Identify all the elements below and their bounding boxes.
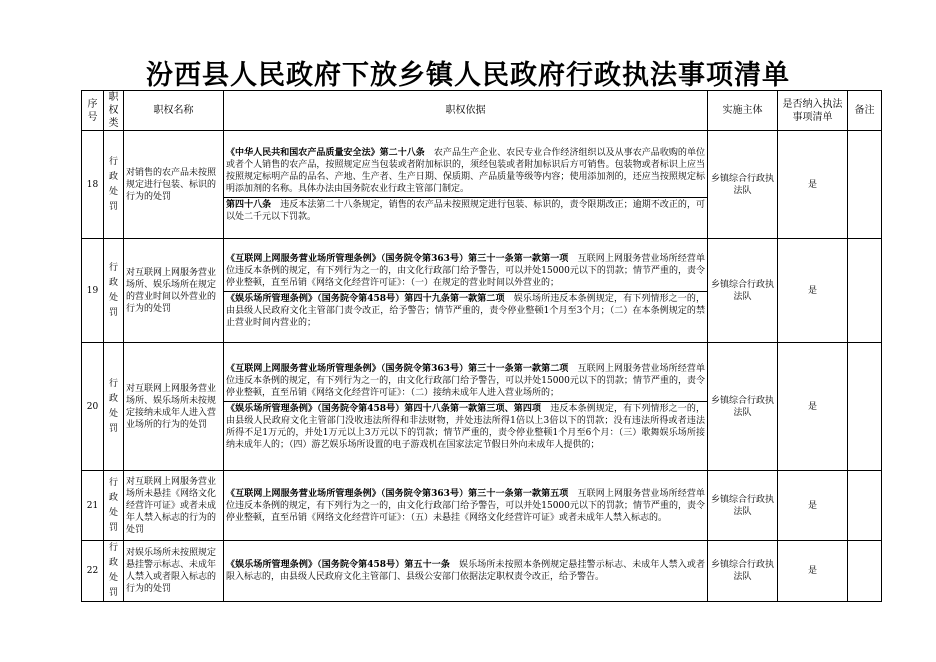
enforcement-table (81, 90, 882, 602)
row-category-text: 行政处罚 (108, 543, 118, 598)
row-category-text: 行政处罚 (108, 477, 118, 533)
row-number: 19 (82, 239, 104, 343)
row-included: 是 (778, 239, 848, 343)
row-legal-basis (224, 343, 708, 471)
row-remarks (848, 343, 882, 471)
row-number: 21 (82, 471, 104, 541)
table-row (82, 343, 882, 471)
row-category (104, 541, 124, 602)
row-category-text: 行政处罚 (108, 156, 118, 212)
basis-clause-text: 违反本法第二十八条规定，销售的农产品未按照规定进行包装、标识的，责令限期改正；逾期不改正的，可以处二千元以下罚款。 (226, 199, 705, 222)
table-header-row (82, 91, 882, 131)
row-power-name: 对互联网上网服务营业场所未悬挂《网络文化经营许可证》或者未成年人禁入标志的行为的处罚 (124, 471, 224, 541)
page-title: 汾西县人民政府下放乡镇人民政府行政执法事项清单 (146, 60, 790, 91)
row-legal-basis (224, 131, 708, 239)
table-row (82, 471, 882, 541)
header-name: 职权名称 (124, 91, 224, 131)
header-executor: 实施主体 (708, 91, 778, 131)
header-num: 序号 (82, 91, 104, 131)
row-included: 是 (778, 541, 848, 602)
basis-clause (226, 488, 705, 524)
row-legal-basis (224, 471, 708, 541)
row-executor: 乡镇综合行政执法队 (708, 541, 778, 602)
row-category (104, 471, 124, 541)
basis-clause-title: 《娱乐场所管理条例》（国务院令第458号）第四十九条第一款第二项 (226, 293, 505, 304)
row-category (104, 131, 124, 239)
basis-clause-title: 《娱乐场所管理条例》（国务院令第458号）第四十八条第一款第三项、第四项 (226, 403, 542, 414)
row-remarks (848, 131, 882, 239)
basis-clause (224, 197, 707, 223)
basis-clause-title: 《互联网上网服务营业场所管理条例》（国务院令第363号）第三十一条第一款第一项 (226, 253, 569, 264)
basis-clause-title: 《互联网上网服务营业场所管理条例》（国务院令第363号）第三十一条第一款第二项 (226, 363, 569, 374)
basis-clause (224, 291, 707, 329)
basis-clause-text: 互联网上网服务营业场所经营单位违反本条例的规定，有下列行为之一的，由文化行政部门给予警告，可以并处15000元以下的罚款；情节严重的，责令停业整顿，直至吊销《网络文化经营许可证》：（一）在规定的营业时间以外营业的； (226, 253, 705, 288)
row-remarks (848, 471, 882, 541)
header-category: 职权类 (104, 91, 124, 131)
row-remarks (848, 239, 882, 343)
basis-clause (226, 363, 705, 399)
row-number: 20 (82, 343, 104, 471)
table-row (82, 131, 882, 239)
basis-clause-text: 农产品生产企业、农民专业合作经济组织以及从事农产品收购的单位或者个人销售的农产品，按照规定应当包装或者附加标识的，须经包装或者附加标识后方可销售。包装物或者标识上应当按照规定标明产品的品名、产地、生产者、生产日期、保质期、产品质量等级等内容；使用添加剂的，还应当按照规定标明添加剂的名称。具体办法由国务院农业行政主管部门制定。 (226, 147, 705, 194)
basis-clause-text: 互联网上网服务营业场所经营单位违反本条例的规定，有下列行为之一的，由文化行政部门给予警告，可以并处15000元以下的罚款；情节严重的，责令停业整顿，直至吊销《网络文化经营许可证》：（二）接纳未成年人进入营业场所的； (226, 363, 705, 398)
row-power-name: 对销售的农产品未按照规定进行包装、标识的行为的处罚 (124, 131, 224, 239)
row-power-name: 对互联网上网服务营业场所、娱乐场所在规定的营业时间以外营业的行为的处罚 (124, 239, 224, 343)
row-executor: 乡镇综合行政执法队 (708, 343, 778, 471)
table-row (82, 239, 882, 343)
table-row (82, 541, 882, 602)
row-remarks (848, 541, 882, 602)
row-power-name: 对娱乐场所未按照规定悬挂警示标志、未成年人禁入或者限入标志的行为的处罚 (124, 541, 224, 602)
row-category (104, 343, 124, 471)
header-basis: 职权依据 (224, 91, 708, 131)
basis-clause-text: 互联网上网服务营业场所经营单位违反本条例的规定，有下列行为之一的，由文化行政部门给予警告，可以并处15000元以下的罚款；情节严重的，责令停业整顿，直至吊销《网络文化经营许可证》：（五）未悬挂《网络文化经营许可证》或者未成年人禁入标志的。 (226, 488, 705, 523)
header-included: 是否纳入执法事项清单 (778, 91, 848, 131)
row-legal-basis (224, 239, 708, 343)
basis-clause (226, 147, 705, 195)
row-category (104, 239, 124, 343)
basis-clause-title: 第四十八条 (226, 199, 272, 210)
basis-clause (226, 559, 705, 583)
basis-clause-text: 娱乐场所违反本条例规定，有下列情形之一的，由县级人民政府文化主管部门责令改正，给予警告；情节严重的，责令停业整顿1个月至3个月；（二）在本条例规定的禁止营业时间内营业的； (226, 293, 705, 328)
basis-clause-text: 违反本条例规定，有下列情形之一的，由县级人民政府文化主管部门没收违法所得和非法财物，并处违法所得1倍以上3倍以下的罚款；没有违法所得或者违法所得不足1万元的，并处1万元以上3万元以下的罚款；情节严重的，责令停业整顿1个月至6个月：（三）歌舞娱乐场所接纳未成年人的；（四）游艺娱乐场所设置的电子游戏机在国家法定节假日外向未成年人提供的； (226, 403, 705, 450)
row-executor: 乡镇综合行政执法队 (708, 131, 778, 239)
row-number: 22 (82, 541, 104, 602)
row-legal-basis (224, 541, 708, 602)
row-power-name: 对互联网上网服务营业场所、娱乐场所未按规定接纳未成年人进入营业场所的行为的处罚 (124, 343, 224, 471)
row-included: 是 (778, 343, 848, 471)
row-executor: 乡镇综合行政执法队 (708, 471, 778, 541)
row-number: 18 (82, 131, 104, 239)
header-remarks: 备注 (848, 91, 882, 131)
row-included: 是 (778, 131, 848, 239)
basis-clause-title: 《中华人民共和国农产品质量安全法》第二十八条 (226, 147, 425, 158)
row-executor: 乡镇综合行政执法队 (708, 239, 778, 343)
basis-clause (224, 401, 707, 451)
row-category-text: 行政处罚 (108, 262, 118, 318)
basis-clause-text: 娱乐场所未按照本条例规定悬挂警示标志、未成年人禁入或者限入标志的，由县级人民政府文化主管部门、县级公安部门依据法定职权责令改正，给予警告。 (226, 560, 705, 582)
row-included: 是 (778, 471, 848, 541)
row-category-text: 行政处罚 (108, 378, 118, 434)
basis-clause (226, 253, 705, 289)
basis-clause-title: 《娱乐场所管理条例》（国务院令第458号）第五十一条 (226, 560, 450, 570)
basis-clause-title: 《互联网上网服务营业场所管理条例》（国务院令第363号）第三十一条第一款第五项 (226, 488, 569, 499)
